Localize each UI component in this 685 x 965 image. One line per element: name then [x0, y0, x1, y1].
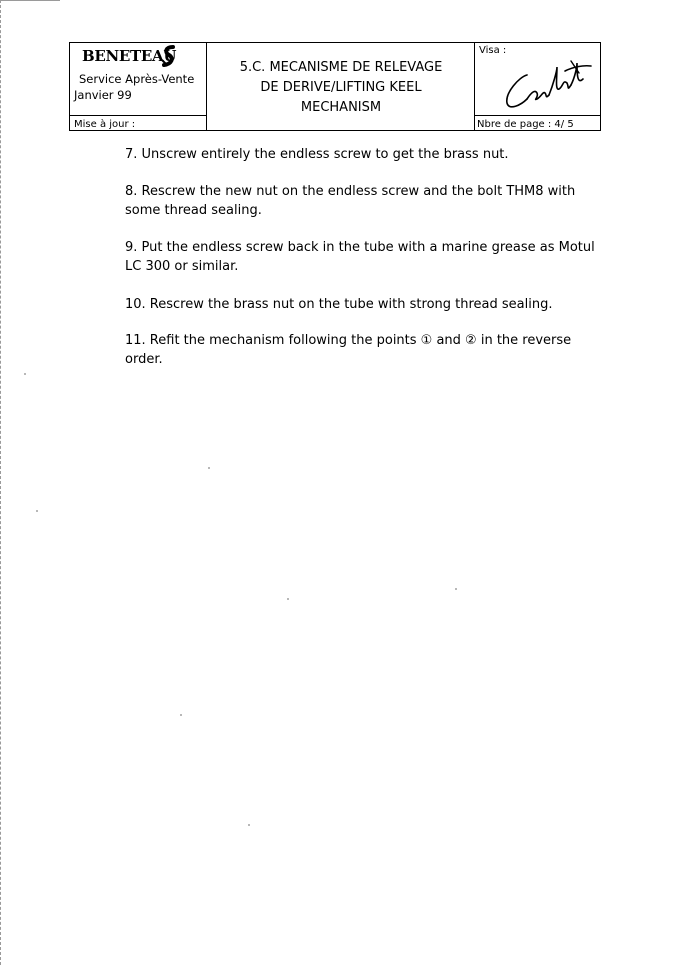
header-row-divider-right [474, 115, 600, 116]
step-7: 7. Unscrew entirely the endless screw to get the brass nut. [125, 147, 509, 162]
visa-label: Visa : [479, 45, 507, 56]
step-8: 8. Rescrew the new nut on the endless screw and the bolt THM8 with some thread sealing. [125, 184, 576, 218]
instructions [125, 145, 605, 369]
service-info [74, 71, 195, 103]
scan-speck [248, 824, 250, 826]
scan-edge [0, 0, 2, 965]
header-table [69, 42, 601, 131]
scan-speck [180, 714, 182, 716]
service-name: Service Après-Vente [79, 72, 195, 86]
brand-logo-mark [160, 45, 178, 67]
scan-speck [208, 467, 210, 469]
header-row-divider-left [70, 115, 206, 116]
scan-speck [24, 373, 26, 375]
step-10: 10. Rescrew the brass nut on the tube with strong thread sealing. [125, 297, 553, 312]
title-line-2: DE DERIVE/LIFTING KEEL [260, 80, 422, 95]
update-label: Mise à jour : [74, 119, 136, 130]
service-date: Janvier 99 [74, 88, 132, 102]
scan-speck [455, 588, 457, 590]
brand-logo-text: BENETEAU [82, 47, 177, 65]
scan-speck [287, 598, 289, 600]
document-title [207, 58, 475, 118]
step-11: 11. Refit the mechanism following the points ① and ② in the reverse order. [125, 333, 572, 367]
signature [497, 55, 597, 115]
title-line-3: MECHANISM [300, 100, 382, 115]
scan-top-mark [0, 0, 60, 1]
page-count: Nbre de page : 4/ 5 [477, 119, 574, 130]
scan-speck [36, 510, 38, 512]
title-line-1: 5.C. MECANISME DE RELEVAGE [239, 60, 443, 75]
step-9: 9. Put the endless screw back in the tube with a marine grease as Motul LC 300 or similar. [125, 240, 595, 274]
